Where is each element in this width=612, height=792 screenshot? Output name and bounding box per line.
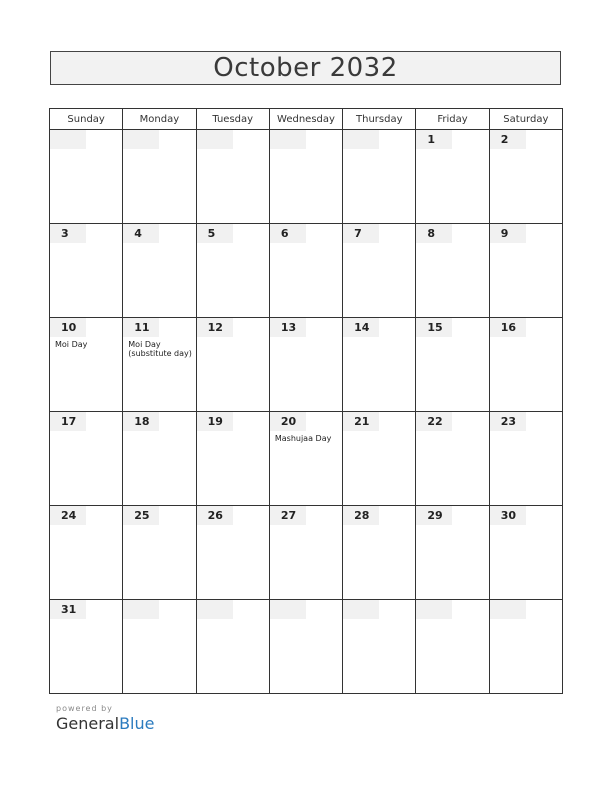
day-number: 26 xyxy=(197,506,233,525)
day-number: 29 xyxy=(416,506,452,525)
weekday-thursday: Thursday xyxy=(343,109,416,130)
day-cell xyxy=(416,412,489,506)
day-number: 24 xyxy=(50,506,86,525)
day-number xyxy=(343,130,379,149)
day-number: 5 xyxy=(197,224,233,243)
day-number: 14 xyxy=(343,318,379,337)
calendar-grid xyxy=(49,108,563,694)
day-number xyxy=(270,130,306,149)
day-cell xyxy=(343,412,416,506)
weekday-friday: Friday xyxy=(416,109,489,130)
day-cell xyxy=(196,130,269,224)
footer-branding xyxy=(56,704,154,733)
day-cell xyxy=(269,318,342,412)
day-cell xyxy=(196,600,269,694)
week-row xyxy=(50,506,563,600)
day-number: 16 xyxy=(490,318,526,337)
day-cell xyxy=(50,412,123,506)
day-number: 13 xyxy=(270,318,306,337)
day-cell xyxy=(269,224,342,318)
brand-general-text: General xyxy=(56,714,120,733)
weeks-body xyxy=(50,130,563,694)
brand-blue-text: Blue xyxy=(119,714,155,733)
day-cell xyxy=(123,506,196,600)
weekday-sunday: Sunday xyxy=(50,109,123,130)
holiday-label: Mashujaa Day xyxy=(274,434,332,443)
day-number xyxy=(197,600,233,619)
day-number xyxy=(416,600,452,619)
day-number xyxy=(343,600,379,619)
day-number: 7 xyxy=(343,224,379,243)
day-number: 19 xyxy=(197,412,233,431)
day-cell xyxy=(50,318,123,412)
day-number: 20 xyxy=(270,412,306,431)
day-number xyxy=(490,600,526,619)
day-number: 23 xyxy=(490,412,526,431)
day-number: 12 xyxy=(197,318,233,337)
day-cell xyxy=(343,224,416,318)
week-row xyxy=(50,318,563,412)
day-cell xyxy=(269,600,342,694)
day-number: 17 xyxy=(50,412,86,431)
day-number: 31 xyxy=(50,600,86,619)
day-cell xyxy=(123,318,196,412)
week-row xyxy=(50,412,563,506)
day-cell xyxy=(489,318,562,412)
day-number: 1 xyxy=(416,130,452,149)
month-title: October 2032 xyxy=(213,53,398,83)
day-number: 27 xyxy=(270,506,306,525)
weekday-monday: Monday xyxy=(123,109,196,130)
day-cell xyxy=(343,600,416,694)
day-cell xyxy=(416,130,489,224)
weekday-tuesday: Tuesday xyxy=(196,109,269,130)
month-title-box xyxy=(50,51,561,85)
day-cell xyxy=(196,318,269,412)
day-cell xyxy=(50,130,123,224)
day-cell xyxy=(416,318,489,412)
day-cell xyxy=(489,600,562,694)
weekday-wednesday: Wednesday xyxy=(269,109,342,130)
day-number: 25 xyxy=(123,506,159,525)
day-cell xyxy=(343,506,416,600)
day-cell xyxy=(416,600,489,694)
holiday-label: Moi Day (substitute day) xyxy=(128,340,192,358)
day-number: 2 xyxy=(490,130,526,149)
day-number: 3 xyxy=(50,224,86,243)
day-cell xyxy=(196,506,269,600)
day-number xyxy=(270,600,306,619)
day-cell xyxy=(269,130,342,224)
holiday-label: Moi Day xyxy=(55,340,88,349)
day-cell xyxy=(343,318,416,412)
day-number: 4 xyxy=(123,224,159,243)
day-cell xyxy=(123,224,196,318)
day-number: 11 xyxy=(123,318,159,337)
day-cell xyxy=(489,506,562,600)
weekday-saturday: Saturday xyxy=(489,109,562,130)
day-cell xyxy=(489,412,562,506)
day-cell xyxy=(489,224,562,318)
day-cell xyxy=(50,600,123,694)
day-number: 30 xyxy=(490,506,526,525)
week-row xyxy=(50,600,563,694)
day-number: 21 xyxy=(343,412,379,431)
day-cell xyxy=(269,506,342,600)
weekday-header-row xyxy=(50,109,563,130)
day-number: 8 xyxy=(416,224,452,243)
day-cell xyxy=(196,412,269,506)
day-number xyxy=(123,130,159,149)
day-number xyxy=(50,130,86,149)
day-number: 15 xyxy=(416,318,452,337)
day-cell xyxy=(416,506,489,600)
week-row xyxy=(50,130,563,224)
day-cell xyxy=(123,600,196,694)
day-cell xyxy=(50,224,123,318)
day-number: 18 xyxy=(123,412,159,431)
day-cell xyxy=(416,224,489,318)
day-cell xyxy=(269,412,342,506)
brand-logo xyxy=(56,714,154,733)
day-cell xyxy=(50,506,123,600)
day-number: 10 xyxy=(50,318,86,337)
day-number: 9 xyxy=(490,224,526,243)
day-cell xyxy=(123,412,196,506)
day-cell xyxy=(343,130,416,224)
day-cell xyxy=(489,130,562,224)
day-number: 22 xyxy=(416,412,452,431)
day-number: 6 xyxy=(270,224,306,243)
day-number: 28 xyxy=(343,506,379,525)
day-number xyxy=(197,130,233,149)
powered-by-text: powered by xyxy=(56,704,113,713)
day-number xyxy=(123,600,159,619)
week-row xyxy=(50,224,563,318)
day-cell xyxy=(123,130,196,224)
day-cell xyxy=(196,224,269,318)
